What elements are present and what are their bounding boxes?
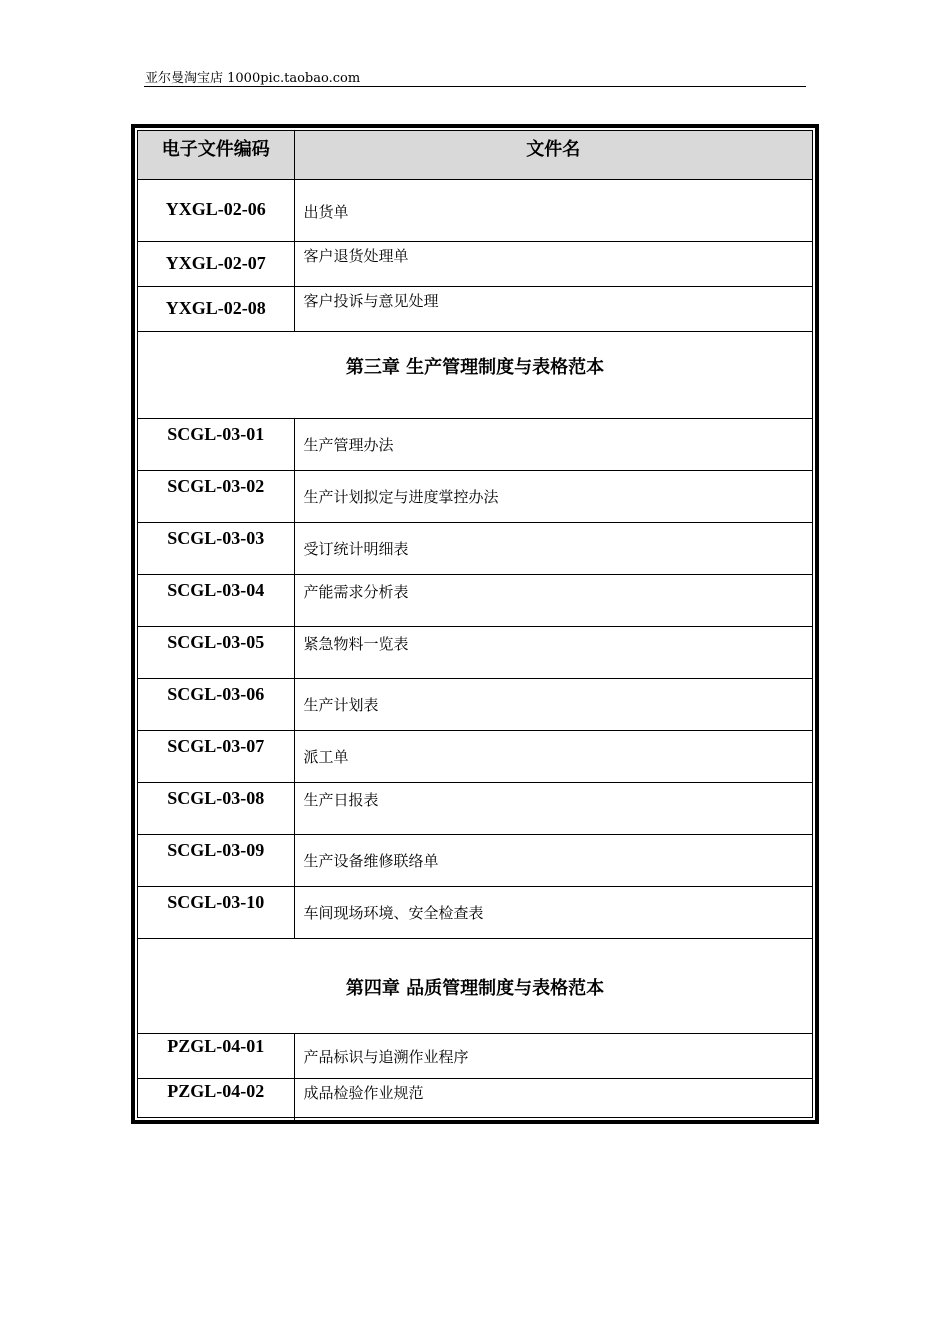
file-code: SCGL-03-06 bbox=[167, 683, 265, 704]
file-code: YXGL-02-08 bbox=[165, 297, 266, 318]
file-name: 生产计划拟定与进度掌控办法 bbox=[303, 487, 499, 506]
file-code: YXGL-02-06 bbox=[165, 198, 266, 219]
file-code: SCGL-03-07 bbox=[167, 735, 265, 756]
table-row bbox=[138, 678, 812, 730]
file-name: 生产计划表 bbox=[303, 695, 379, 714]
chapter-title: 第三章 生产管理制度与表格范本 bbox=[345, 356, 605, 378]
table-row bbox=[138, 418, 812, 470]
file-name: 客户退货处理单 bbox=[303, 246, 409, 265]
table-row bbox=[138, 1033, 812, 1078]
table-row bbox=[138, 782, 812, 834]
file-code: SCGL-03-08 bbox=[167, 787, 265, 808]
file-name: 车间现场环境、安全检查表 bbox=[303, 903, 484, 922]
file-code: SCGL-03-10 bbox=[167, 891, 265, 912]
table-header-row bbox=[138, 131, 812, 179]
file-code: PZGL-04-02 bbox=[167, 1080, 265, 1101]
table-inner-border bbox=[137, 130, 813, 1118]
file-name: 产品标识与追溯作业程序 bbox=[303, 1047, 469, 1066]
file-code: SCGL-03-09 bbox=[167, 839, 265, 860]
file-code: SCGL-03-04 bbox=[167, 579, 265, 600]
table-row bbox=[138, 286, 812, 331]
file-name: 生产管理办法 bbox=[303, 435, 394, 454]
chapter-title: 第四章 品质管理制度与表格范本 bbox=[345, 977, 605, 999]
file-name: 客户投诉与意见处理 bbox=[303, 291, 439, 310]
table-row bbox=[138, 241, 812, 286]
table-row bbox=[138, 730, 812, 782]
file-name: 派工单 bbox=[303, 747, 349, 766]
file-name: 产能需求分析表 bbox=[303, 582, 409, 601]
file-name: 成品检验作业规范 bbox=[303, 1083, 424, 1102]
file-name: 受订统计明细表 bbox=[303, 539, 409, 558]
table-row bbox=[138, 574, 812, 626]
file-code: SCGL-03-05 bbox=[167, 631, 265, 652]
table-row bbox=[138, 626, 812, 678]
document-table-frame bbox=[131, 124, 819, 1124]
document-index-table bbox=[138, 131, 812, 1124]
file-name: 生产设备维修联络单 bbox=[303, 851, 439, 870]
table-row bbox=[138, 470, 812, 522]
file-code: PZGL-04-01 bbox=[167, 1035, 265, 1056]
column-header-name: 文件名 bbox=[294, 131, 812, 179]
table-row bbox=[138, 886, 812, 938]
table-row bbox=[138, 522, 812, 574]
chapter-row bbox=[138, 331, 812, 418]
file-code: SCGL-03-02 bbox=[167, 475, 265, 496]
header-text: 亚尔曼淘宝店 1000pic.taobao.com bbox=[145, 71, 361, 86]
file-code: YXGL-02-07 bbox=[165, 252, 266, 273]
file-name: 出货单 bbox=[303, 202, 349, 221]
file-name: 生产日报表 bbox=[303, 790, 379, 809]
file-code: SCGL-03-01 bbox=[167, 423, 265, 444]
table-row bbox=[138, 1078, 812, 1124]
column-header-code: 电子文件编码 bbox=[138, 131, 294, 179]
file-code: SCGL-03-03 bbox=[167, 527, 265, 548]
chapter-row bbox=[138, 938, 812, 1033]
table-row bbox=[138, 179, 812, 241]
page-header bbox=[144, 66, 806, 87]
file-name: 紧急物料一览表 bbox=[303, 634, 409, 653]
table-row bbox=[138, 834, 812, 886]
